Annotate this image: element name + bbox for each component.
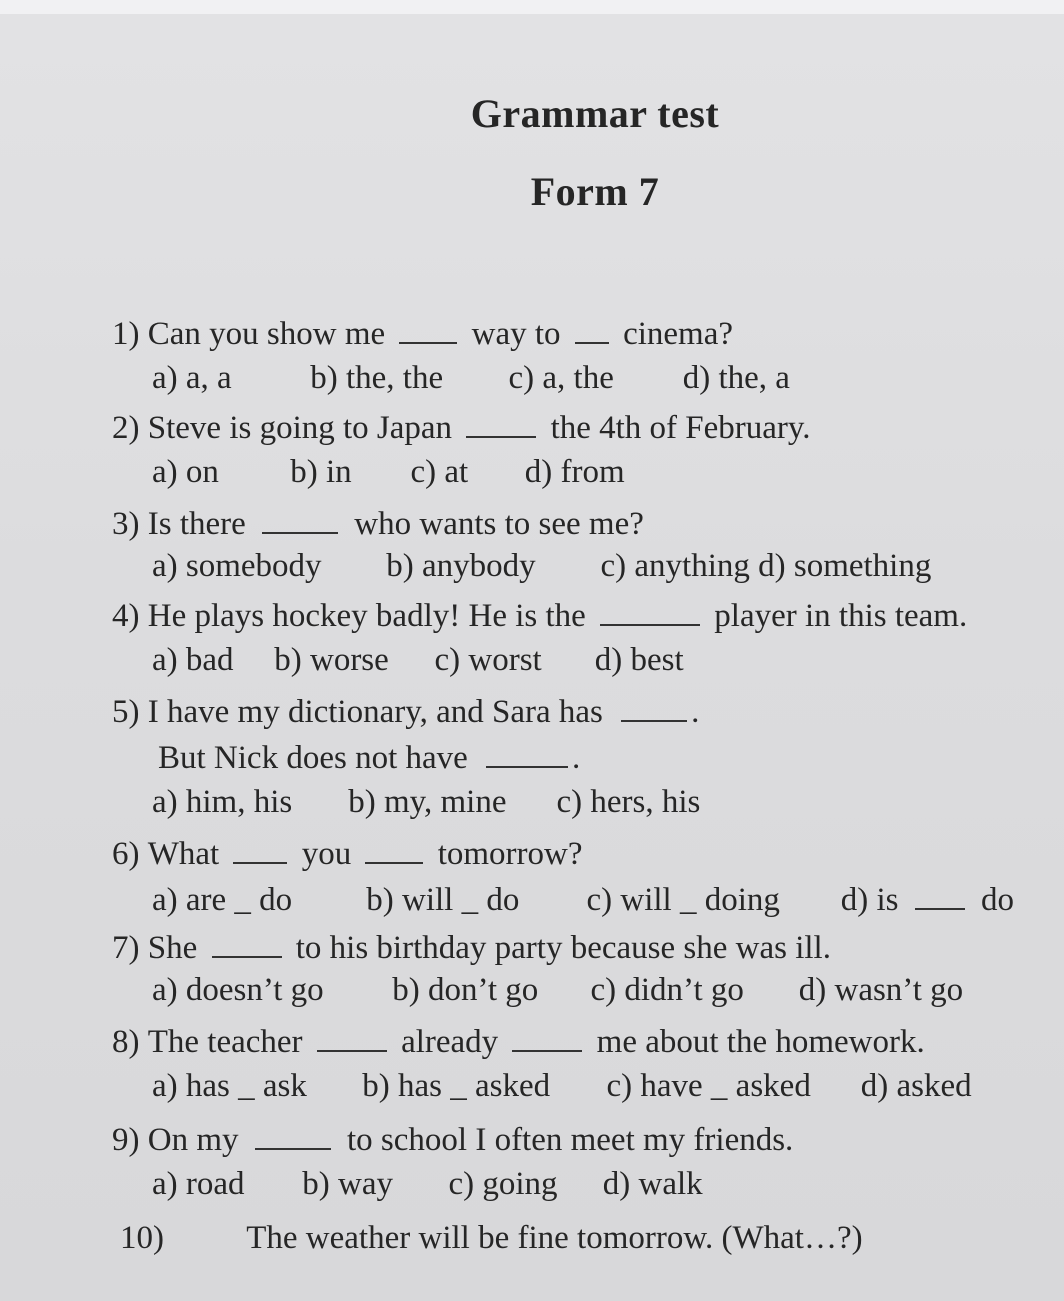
test-sheet [0, 14, 1064, 1301]
answer-blank [399, 312, 457, 344]
question-text: the 4th of February. [550, 409, 811, 446]
question-text: She [147, 929, 198, 966]
options-5 [152, 784, 700, 821]
option: b) worse [274, 642, 389, 678]
option: c) at [410, 454, 469, 490]
question-text: player in this team. [714, 597, 968, 634]
option: b) has _ asked [362, 1068, 551, 1104]
option: b) anybody [386, 548, 536, 584]
answer-blank [212, 926, 282, 958]
question-text: . [572, 739, 581, 776]
option: a) on [152, 454, 219, 490]
question-7 [112, 926, 831, 967]
question-number: 10) [120, 1220, 164, 1256]
option: c) going [448, 1166, 558, 1202]
option: c) anything d) something [600, 548, 932, 584]
options-7 [152, 972, 963, 1009]
option: d) wasn’t go [798, 972, 964, 1008]
options-6 [152, 878, 1014, 919]
question-text: cinema? [623, 315, 733, 352]
question-8 [112, 1020, 925, 1061]
question-text: He plays hockey badly! He is the [147, 597, 586, 634]
question-text: On my [147, 1121, 239, 1158]
question-text: way to [471, 315, 561, 352]
question-text: The teacher [147, 1023, 303, 1060]
question-5 [112, 690, 699, 731]
question-text: The weather will be fine tomorrow. (What…?) [246, 1220, 863, 1256]
answer-blank [255, 1118, 331, 1150]
question-text: Is there [147, 505, 246, 542]
answer-blank [915, 878, 965, 910]
answer-blank [512, 1020, 582, 1052]
question-text: to school I often meet my friends. [347, 1121, 794, 1158]
option: a) bad [152, 642, 234, 678]
question-text: you [301, 835, 352, 872]
question-text: me about the homework. [596, 1023, 925, 1060]
question-text: to his birthday party because she was ill. [295, 929, 831, 966]
option: c) have _ asked [606, 1068, 811, 1104]
options-3 [152, 548, 931, 585]
option: c) will _ doing [586, 881, 780, 918]
question-text: But Nick does not have [158, 739, 468, 776]
option: d) from [524, 454, 625, 490]
top-strip [0, 0, 1064, 14]
option: c) worst [434, 642, 542, 678]
question-text: . [691, 693, 700, 730]
question-text: who wants to see me? [354, 505, 644, 542]
answer-blank [233, 832, 287, 864]
option: d) walk [602, 1166, 703, 1202]
option: b) will _ do [366, 881, 520, 918]
option: a) somebody [152, 548, 322, 584]
question-text: Steve is going to Japan [147, 409, 453, 446]
option: c) a, the [508, 360, 614, 396]
question-6 [112, 832, 583, 873]
option: b) in [290, 454, 352, 490]
option: a) a, a [152, 360, 232, 396]
answer-blank [365, 832, 423, 864]
question-9 [112, 1118, 793, 1159]
answer-blank [486, 736, 568, 768]
question-text: tomorrow? [437, 835, 583, 872]
options-4 [152, 642, 684, 679]
option: b) way [302, 1166, 393, 1202]
option: a) are _ do [152, 881, 293, 918]
question-number: 2) [112, 409, 140, 446]
option: d) best [594, 642, 684, 678]
option: do [981, 881, 1014, 918]
question-number: 1) [112, 315, 140, 352]
option: b) the, the [310, 360, 444, 396]
option: c) hers, his [556, 784, 701, 820]
page-title: Grammar test [470, 91, 720, 136]
answer-blank [621, 690, 687, 722]
question-number: 4) [112, 597, 140, 634]
option: d) is [840, 881, 899, 918]
options-2 [152, 454, 625, 491]
option: a) him, his [152, 784, 293, 820]
question-5-line-2 [158, 736, 580, 777]
answer-blank [575, 312, 609, 344]
options-8 [152, 1068, 972, 1105]
options-9 [152, 1166, 703, 1203]
option: c) didn’t go [590, 972, 744, 1008]
answer-blank [262, 502, 338, 534]
question-number: 9) [112, 1121, 140, 1158]
option: a) doesn’t go [152, 972, 324, 1008]
option: d) the, a [682, 360, 790, 396]
question-10 [120, 1220, 863, 1257]
options-1 [152, 360, 790, 397]
question-number: 7) [112, 929, 140, 966]
question-1 [112, 312, 733, 353]
option: a) road [152, 1166, 245, 1202]
option: a) has _ ask [152, 1068, 307, 1104]
question-number: 8) [112, 1023, 140, 1060]
question-text: Can you show me [147, 315, 386, 352]
question-number: 6) [112, 835, 140, 872]
question-3 [112, 502, 644, 543]
question-text: What [147, 835, 220, 872]
question-number: 3) [112, 505, 140, 542]
option: b) my, mine [348, 784, 507, 820]
question-text: I have my dictionary, and Sara has [147, 693, 603, 730]
question-2 [112, 406, 811, 447]
option: b) don’t go [392, 972, 539, 1008]
question-number: 5) [112, 693, 140, 730]
answer-blank [466, 406, 536, 438]
question-4 [112, 594, 967, 635]
page-subtitle: Form 7 [530, 169, 660, 214]
answer-blank [317, 1020, 387, 1052]
answer-blank [600, 594, 700, 626]
question-text: already [401, 1023, 499, 1060]
option: d) asked [860, 1068, 972, 1104]
